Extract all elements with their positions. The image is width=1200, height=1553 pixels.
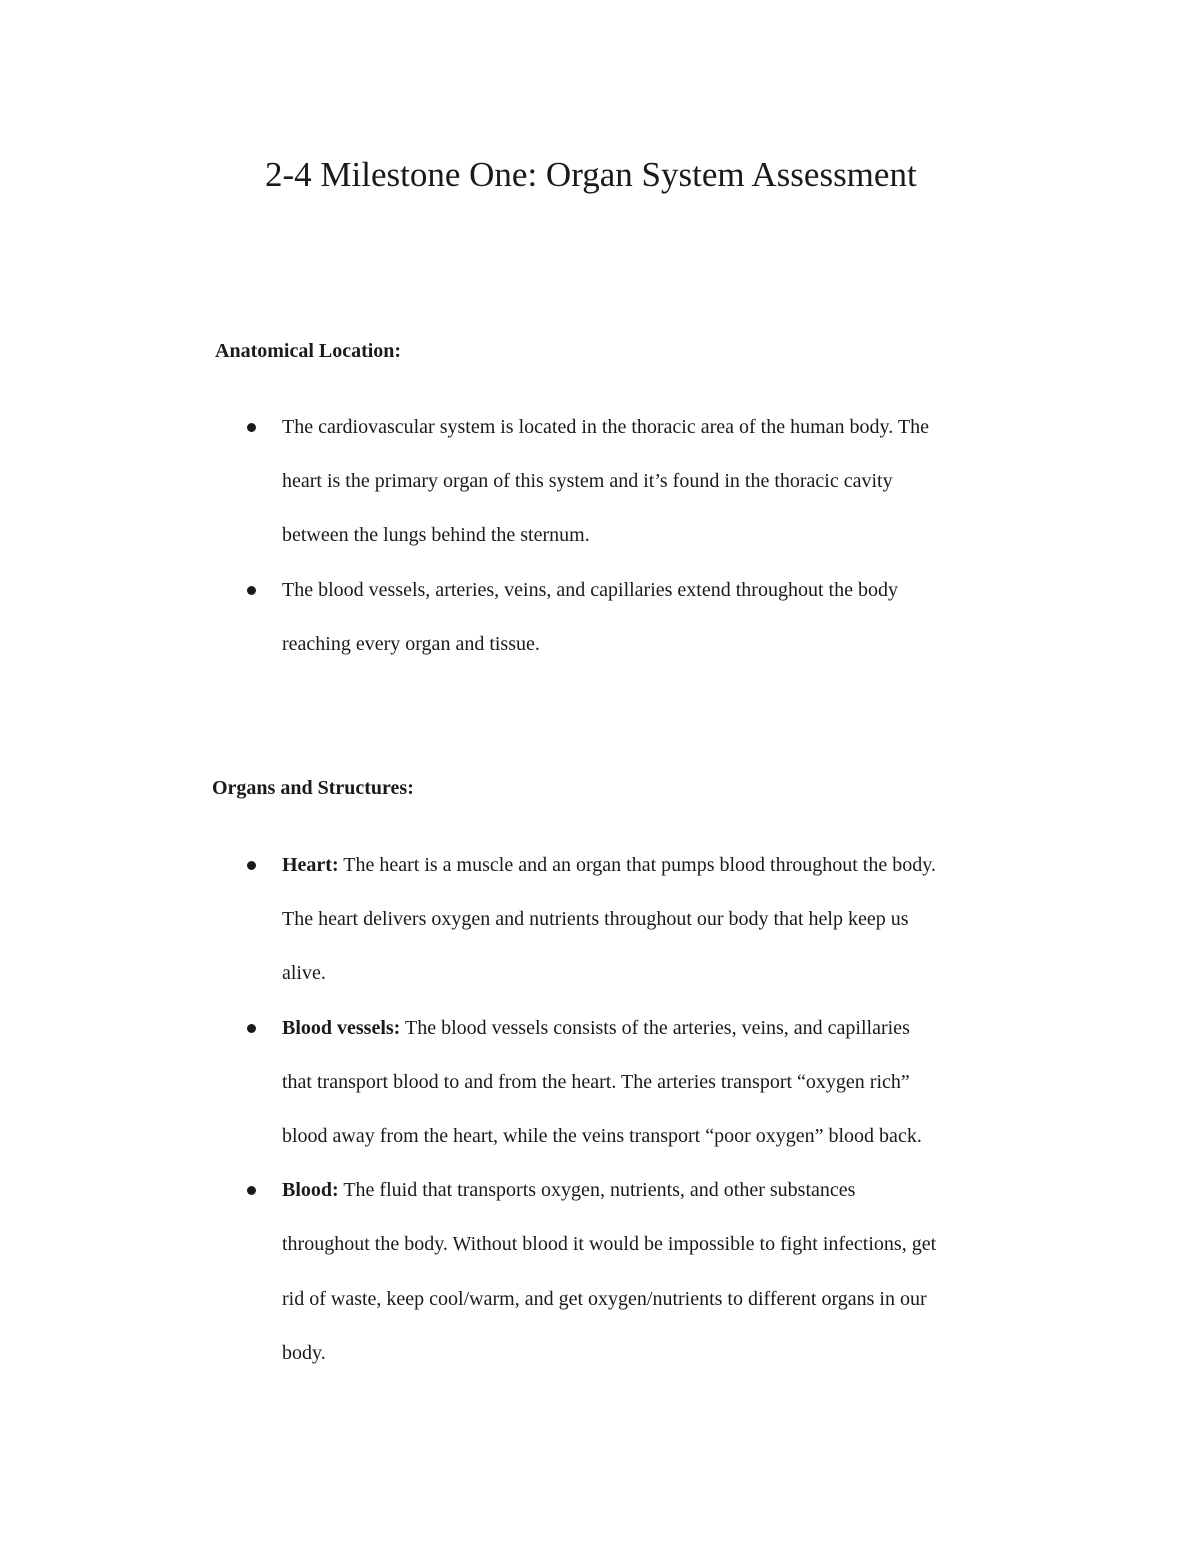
list-item-blood-vessels xyxy=(240,1001,1070,1164)
list-item-blood xyxy=(240,1163,1070,1380)
list-item xyxy=(240,400,1070,563)
list-item-text-line: that transport blood to and from the heart. The arteries transport “oxygen rich” xyxy=(282,1070,910,1093)
section-heading-organs-and-structures: Organs and Structures: xyxy=(212,777,414,799)
list-item-text-line: throughout the body. Without blood it would be impossible to fight infections, get xyxy=(282,1233,937,1256)
list-item-text-line: heart is the primary organ of this system and it’s found in the thoracic cavity xyxy=(282,470,893,493)
term-label: Blood vessels: xyxy=(282,1016,401,1039)
list-item-text-line: The heart delivers oxygen and nutrients throughout our body that help keep us xyxy=(282,908,909,931)
document-title: 2-4 Milestone One: Organ System Assessment xyxy=(265,155,917,194)
bullet-icon xyxy=(247,1024,256,1033)
term-label: Blood: xyxy=(282,1179,339,1202)
list-item-text-line: body. xyxy=(282,1341,326,1364)
list-item-text-line: alive. xyxy=(282,962,326,985)
bullet-icon xyxy=(247,586,256,595)
anatomical-location-list xyxy=(240,400,1070,671)
list-item-text-line: between the lungs behind the sternum. xyxy=(282,524,590,547)
list-item-text-line: reaching every organ and tissue. xyxy=(282,632,540,655)
list-item-text-line: The cardiovascular system is located in the thoracic area of the human body. The xyxy=(282,416,929,438)
list-item-heart xyxy=(240,838,1070,1001)
list-item-text-line: blood away from the heart, while the veins transport “poor oxygen” blood back. xyxy=(282,1125,922,1148)
section-heading-anatomical-location: Anatomical Location: xyxy=(215,340,402,362)
list-item-text-line: The fluid that transports oxygen, nutrients, and other substances xyxy=(338,1179,856,1202)
list-item-text-line: The blood vessels, arteries, veins, and capillaries extend throughout the body xyxy=(282,578,898,601)
bullet-icon xyxy=(247,1186,256,1195)
bullet-icon xyxy=(247,861,256,870)
list-item-text-line: rid of waste, keep cool/warm, and get oxygen/nutrients to different organs in our xyxy=(282,1287,927,1310)
list-item-text-line: The blood vessels consists of the arteries, veins, and capillaries xyxy=(400,1016,910,1039)
list-item xyxy=(240,563,1070,671)
list-item-text-line: The heart is a muscle and an organ that pumps blood throughout the body. xyxy=(338,854,936,876)
organs-and-structures-list xyxy=(240,838,1070,1380)
bullet-icon xyxy=(247,423,256,432)
term-label: Heart: xyxy=(282,854,339,876)
